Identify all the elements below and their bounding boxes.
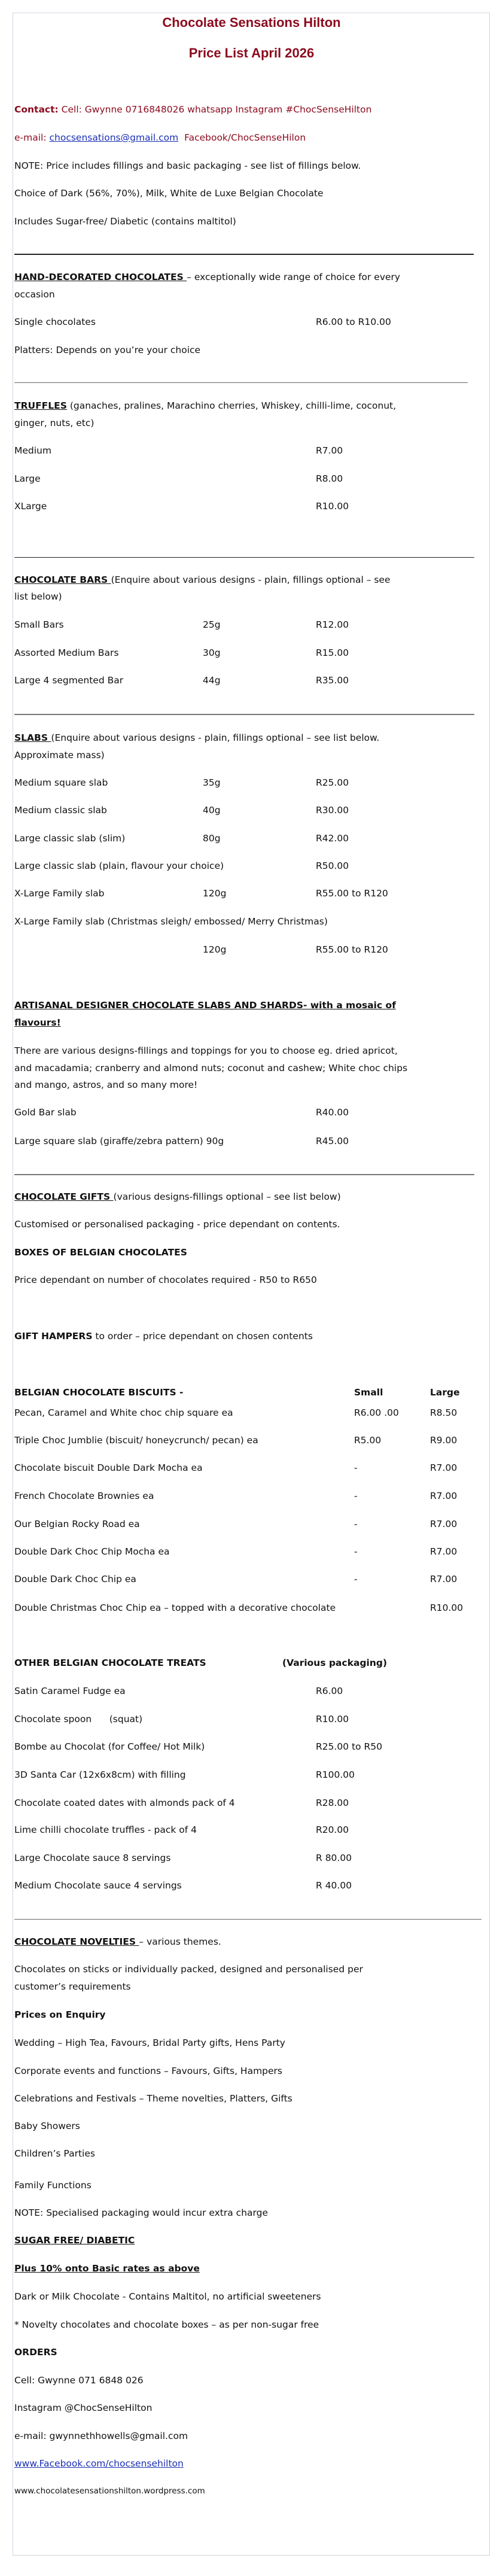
list-item-price: R30.00: [316, 805, 349, 816]
page-title: Chocolate Sensations Hilton: [162, 15, 341, 30]
list-item-large-price: R7.00: [430, 1491, 458, 1501]
slabs-heading: SLABS (Enquire about various designs - plain, fillings optional – see list below.: [14, 732, 380, 743]
novelties-heading: CHOCOLATE NOVELTIES – various themes.: [14, 1936, 221, 1947]
sugar-free-line: Dark or Milk Chocolate - Contains Maltitol, no artificial sweeteners: [14, 2291, 321, 2302]
list-item-name: Large classic slab (slim): [14, 833, 126, 844]
novelties-note: NOTE: Specialised packaging would incur extra charge: [14, 2207, 268, 2218]
list-item-mass: 25g: [203, 619, 221, 630]
list-item-price: R12.00: [316, 619, 349, 630]
list-item-price: R100.00: [316, 1769, 355, 1780]
orders-cell: Cell: Gwynne 071 6848 026: [14, 2375, 144, 2386]
orders-email: e-mail: gwynnethhowells@gmail.com: [14, 2431, 188, 2441]
hand-decorated-heading: HAND-DECORATED CHOCOLATES – exceptionally wide range of choice for every: [14, 272, 401, 282]
list-item-name: Double Dark Choc Chip Mocha ea: [14, 1546, 170, 1557]
list-item-name: Double Christmas Choc Chip ea – topped with a decorative chocolate: [14, 1602, 336, 1613]
facebook-link-line: [14, 2458, 184, 2469]
list-item-mass: 30g: [203, 647, 221, 658]
list-item-mass: 80g: [203, 833, 221, 844]
facebook-link[interactable]: www.Facebook.com/chocsensehilton: [14, 2458, 184, 2469]
list-item-name: X-Large Family slab (Christmas sleigh/ embossed/ Merry Christmas): [14, 916, 328, 927]
list-item-name: Medium square slab: [14, 777, 108, 788]
contact-line: [14, 104, 371, 115]
contact-label: Contact:: [14, 104, 59, 115]
list-item-name: X-Large Family slab: [14, 888, 105, 899]
gifts-customised: Customised or personalised packaging - price dependant on contents.: [14, 1219, 340, 1230]
list-item-price: R10.00: [316, 1714, 349, 1725]
list-item-small-price: -: [354, 1491, 358, 1501]
list-item-name: Triple Choc Jumblie (biscuit/ honeycrunch/ pecan) ea: [14, 1435, 258, 1446]
list-item-small-price: -: [354, 1519, 358, 1529]
list-item-small-price: R6.00 .00: [354, 1407, 399, 1418]
list-item-name: Small Bars: [14, 619, 64, 630]
list-item-name: Medium classic slab: [14, 805, 107, 816]
list-item-price: R45.00: [316, 1136, 349, 1146]
list-item-large-price: R7.00: [430, 1574, 458, 1584]
artisanal-description: and mango, astros, and so many more!: [14, 1079, 198, 1090]
novelties-description: customer’s requirements: [14, 1981, 131, 1992]
list-item-name: Large Chocolate sauce 8 servings: [14, 1853, 171, 1863]
occasion-item: Baby Showers: [14, 2121, 80, 2131]
truffles-heading: TRUFFLES (ganaches, pralines, Marachino cherries, Whiskey, chilli-lime, coconut,: [14, 400, 397, 411]
list-item-large-price: R9.00: [430, 1435, 458, 1446]
occasion-item: Wedding – High Tea, Favours, Bridal Party gifts, Hens Party: [14, 2037, 285, 2048]
column-header-small: Small: [354, 1387, 383, 1398]
bars-heading: CHOCOLATE BARS (Enquire about various designs - plain, fillings optional – see: [14, 574, 391, 585]
prices-on-enquiry: Prices on Enquiry: [14, 2009, 106, 2020]
list-item-price: R55.00 to R120: [316, 888, 388, 899]
novelties-description: Chocolates on sticks or individually packed, designed and personalised per: [14, 1964, 363, 1975]
list-item-price: R 80.00: [316, 1853, 352, 1863]
list-item-name: Double Dark Choc Chip ea: [14, 1574, 136, 1584]
list-item-mass: 44g: [203, 675, 221, 686]
list-item-mass: 120g: [203, 944, 227, 955]
divider: [14, 382, 468, 383]
intro-choice: Choice of Dark (56%, 70%), Milk, White de Luxe Belgian Chocolate: [14, 188, 324, 199]
list-item-name: Medium Chocolate sauce 4 servings: [14, 1880, 182, 1891]
list-item-price: R55.00 to R120: [316, 944, 388, 955]
list-item-small-price: -: [354, 1546, 358, 1557]
slabs-heading-wrap: Approximate mass): [14, 750, 105, 761]
list-item-name: Large 4 segmented Bar: [14, 675, 124, 686]
artisanal-description: and macadamia; cranberry and almond nuts; coconut and cashew; White choc chips: [14, 1063, 408, 1073]
list-item-price: R7.00: [316, 445, 343, 456]
occasion-item: Family Functions: [14, 2180, 92, 2191]
list-item-mass: 40g: [203, 805, 221, 816]
hand-decorated-heading-wrap: occasion: [14, 289, 55, 300]
list-item-price: R28.00: [316, 1798, 349, 1808]
treats-heading-note: (Various packaging): [282, 1657, 388, 1668]
orders-instagram: Instagram @ChocSenseHilton: [14, 2402, 153, 2413]
list-item-price: R6.00 to R10.00: [316, 317, 391, 327]
list-item-name: 3D Santa Car (12x6x8cm) with filling: [14, 1769, 186, 1780]
list-item-price: R20.00: [316, 1824, 349, 1835]
page-subtitle: Price List April 2026: [188, 45, 315, 60]
intro-note: NOTE: Price includes fillings and basic packaging - see list of fillings below.: [14, 160, 361, 171]
occasion-item: Celebrations and Festivals – Theme novelties, Platters, Gifts: [14, 2093, 292, 2104]
orders-heading: ORDERS: [14, 2347, 57, 2358]
treats-heading: OTHER BELGIAN CHOCOLATE TREATS: [14, 1657, 206, 1668]
email-link[interactable]: chocsensations@gmail.com: [49, 132, 179, 143]
boxes-heading: BOXES OF BELGIAN CHOCOLATES: [14, 1247, 187, 1258]
platters-note: Platters: Depends on you’re your choice: [14, 345, 201, 355]
divider: [14, 1174, 474, 1175]
list-item-price: R25.00 to R50: [316, 1741, 383, 1752]
column-header-large: Large: [430, 1387, 460, 1398]
divider: [14, 557, 474, 558]
email-line: [14, 132, 306, 144]
list-item-price: R42.00: [316, 833, 349, 844]
list-item-mass: 120g: [203, 888, 227, 899]
facebook-handle: Facebook/ChocSenseHilon: [184, 132, 306, 143]
list-item-name: Lime chilli chocolate truffles - pack of 4: [14, 1824, 197, 1835]
artisanal-heading: ARTISANAL DESIGNER CHOCOLATE SLABS AND SHARDS- with a mosaic of: [14, 1000, 396, 1011]
website-url: www.chocolatesensationshilton.wordpress.com: [14, 2486, 205, 2496]
sugar-free-heading: SUGAR FREE/ DIABETIC: [14, 2235, 135, 2246]
hampers-line: GIFT HAMPERS to order – price dependant on chosen contents: [14, 1331, 313, 1342]
occasion-item: Children’s Parties: [14, 2148, 95, 2159]
artisanal-heading-wrap: flavours!: [14, 1017, 61, 1028]
list-item-large-price: R7.00: [430, 1519, 458, 1529]
list-item-price: R10.00: [316, 501, 349, 512]
gifts-heading: CHOCOLATE GIFTS (various designs-fillings optional – see list below): [14, 1191, 341, 1202]
list-item-name: Chocolate coated dates with almonds pack of 4: [14, 1798, 235, 1808]
list-item-price: R50.00: [316, 860, 349, 871]
intro-sugar-free: Includes Sugar-free/ Diabetic (contains maltitol): [14, 216, 236, 227]
list-item-large-price: R7.00: [430, 1546, 458, 1557]
list-item-small-price: R5.00: [354, 1435, 382, 1446]
list-item-name: XLarge: [14, 501, 47, 512]
divider: [14, 714, 474, 715]
sugar-free-line: * Novelty chocolates and chocolate boxes – as per non-sugar free: [14, 2319, 319, 2330]
list-item-large-price: R7.00: [430, 1462, 458, 1473]
list-item-name: Large classic slab (plain, flavour your choice): [14, 860, 224, 871]
divider: [14, 254, 474, 255]
list-item-price: R25.00: [316, 777, 349, 788]
truffles-heading-wrap: ginger, nuts, etc): [14, 418, 94, 428]
list-item-price: R 40.00: [316, 1880, 352, 1891]
occasion-item: Corporate events and functions – Favours, Gifts, Hampers: [14, 2066, 283, 2076]
list-item-name: Gold Bar slab: [14, 1107, 77, 1118]
list-item-price: R35.00: [316, 675, 349, 686]
contact-text: Cell: Gwynne 0716848026 whatsapp Instagram #ChocSenseHilton: [58, 104, 372, 115]
list-item-price: R6.00: [316, 1686, 343, 1696]
divider: [14, 1919, 481, 1920]
list-item-name: Medium: [14, 445, 51, 456]
list-item-name: French Chocolate Brownies ea: [14, 1491, 154, 1501]
list-item-name: Large: [14, 473, 41, 484]
list-item-price: R40.00: [316, 1107, 349, 1118]
list-item-large-price: R8.50: [430, 1407, 458, 1418]
list-item-name: Our Belgian Rocky Road ea: [14, 1519, 140, 1529]
list-item-name: Chocolate biscuit Double Dark Mocha ea: [14, 1462, 203, 1473]
list-item-name: Assorted Medium Bars: [14, 647, 119, 658]
list-item-price: R15.00: [316, 647, 349, 658]
list-item-name: Satin Caramel Fudge ea: [14, 1686, 126, 1696]
list-item-price: R8.00: [316, 473, 343, 484]
sugar-free-subheading: Plus 10% onto Basic rates as above: [14, 2263, 200, 2274]
list-item-name: Large square slab (giraffe/zebra pattern) 90g: [14, 1136, 224, 1146]
list-item-name: Bombe au Chocolat (for Coffee/ Hot Milk): [14, 1741, 205, 1752]
list-item-small-price: -: [354, 1574, 358, 1584]
bars-heading-wrap: list below): [14, 591, 62, 602]
list-item-large-price: R10.00: [430, 1602, 464, 1613]
biscuits-heading: BELGIAN CHOCOLATE BISCUITS -: [14, 1387, 184, 1398]
list-item-mass: 35g: [203, 777, 221, 788]
list-item-name: Pecan, Caramel and White choc chip square ea: [14, 1407, 233, 1418]
email-label: e-mail:: [14, 132, 50, 143]
boxes-text: Price dependant on number of chocolates required - R50 to R650: [14, 1275, 317, 1285]
list-item-small-price: -: [354, 1462, 358, 1473]
list-item-name: Single chocolates: [14, 317, 96, 327]
list-item-name: Chocolate spoon (squat): [14, 1714, 143, 1725]
artisanal-description: There are various designs-fillings and toppings for you to choose eg. dried apricot,: [14, 1045, 398, 1056]
